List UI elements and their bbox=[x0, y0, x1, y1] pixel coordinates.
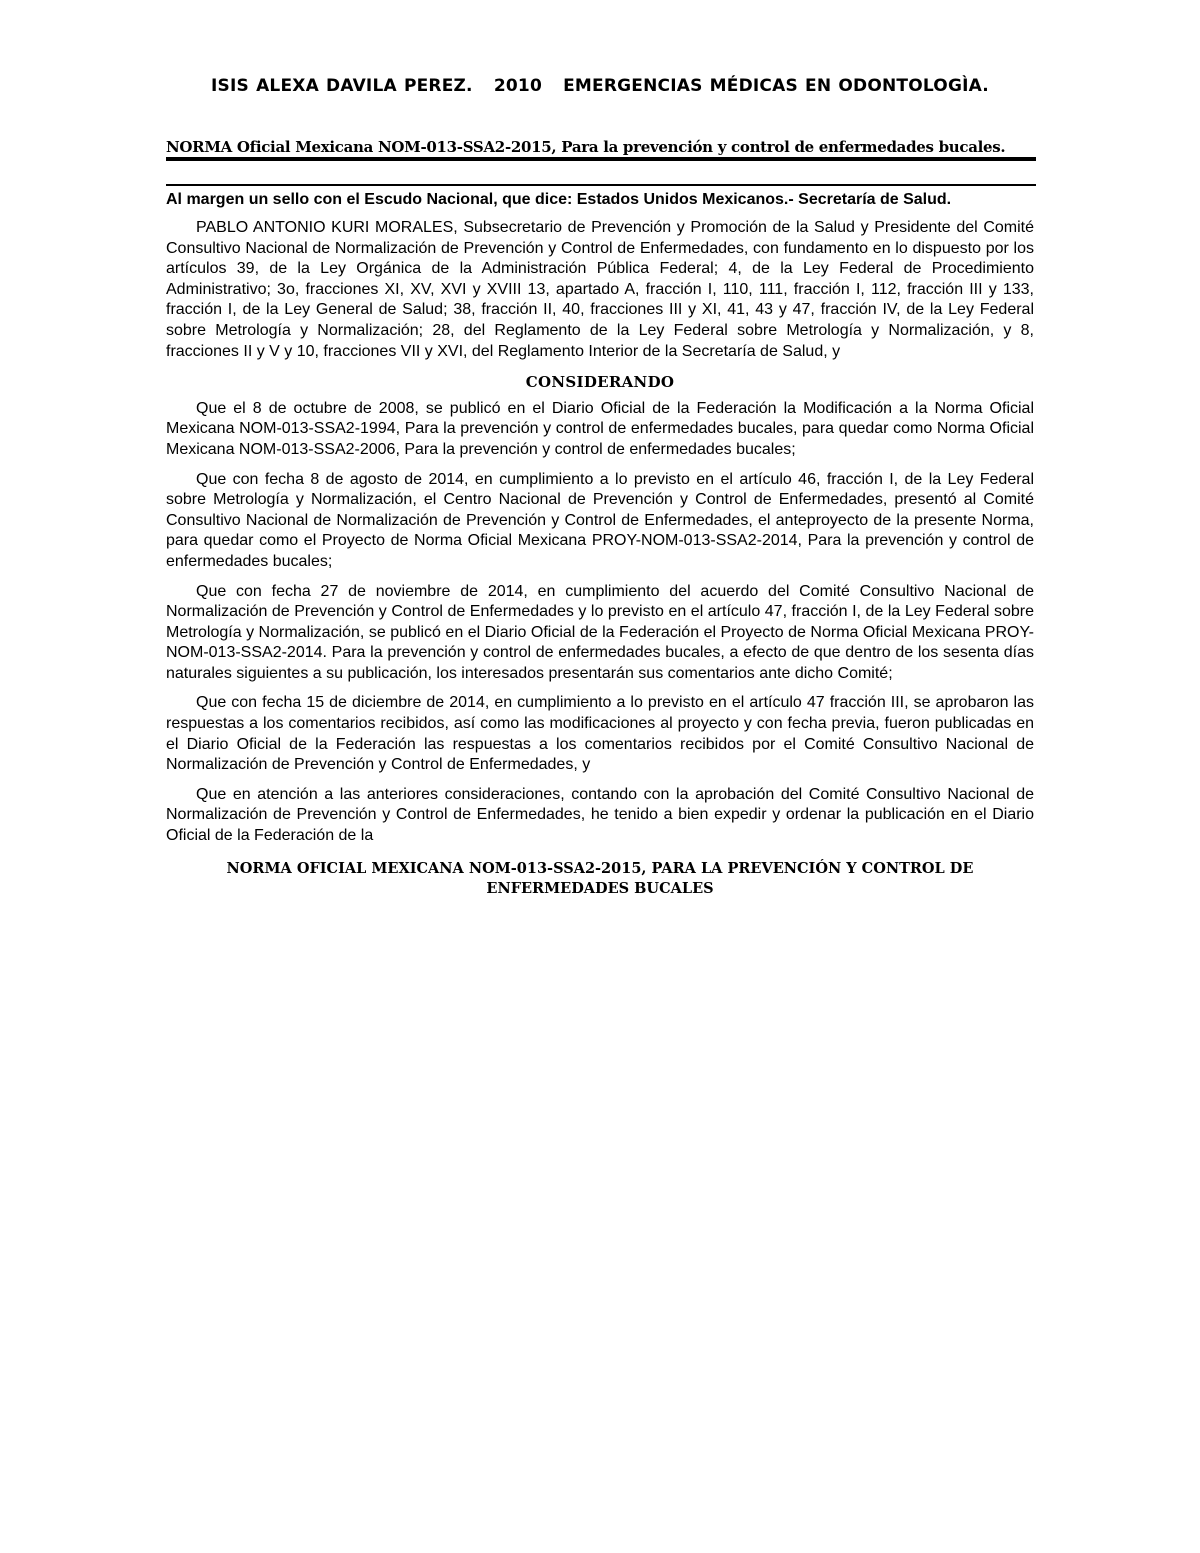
header-author: ISIS ALEXA DAVILA PEREZ. bbox=[211, 76, 473, 96]
considerando-paragraph: Que en atención a las anteriores consideraciones, contando con la aprobación del Comité Consultivo Nacional de Normalización de Prevención y Control de Enfermedades, he tenido a bien expedir y ordenar la publicación en el Diario Oficial de la Federación de la bbox=[166, 785, 1034, 845]
header-subject: EMERGENCIAS MÉDICAS EN ODONTOLOGÌA. bbox=[563, 76, 989, 96]
document-body bbox=[166, 218, 1034, 899]
title-divider bbox=[166, 157, 1036, 161]
final-norma-title: NORMA OFICIAL MEXICANA NOM-013-SSA2-2015, PARA LA PREVENCIÓN Y CONTROL DE ENFERMEDADES BUCALES bbox=[226, 859, 974, 897]
seal-statement: Al margen un sello con el Escudo Nacional, que dice: Estados Unidos Mexicanos.- Secretaría de Salud. bbox=[166, 191, 952, 208]
seal-divider bbox=[166, 184, 1036, 186]
considerando-paragraph: Que el 8 de octubre de 2008, se publicó en el Diario Oficial de la Federación la Modificación a la Norma Oficial Mexicana NOM-013-SSA2-1994, Para la prevención y control de enfermedades bucales, para quedar como Norma Oficial Mexicana NOM-013-SSA2-2006, Para la prevención y control de enfermedades bucales; bbox=[166, 399, 1034, 458]
considerando-paragraph: Que con fecha 27 de noviembre de 2014, en cumplimiento del acuerdo del Comité Consultivo Nacional de Normalización de Prevención y Control de Enfermedades y lo previsto en el artículo 47, fracción I, de la Ley Federal sobre Metrología y Normalización, se publicó en el Diario Oficial de la Federación el Proyecto de Norma Oficial Mexicana PROY-NOM-013-SSA2-2014. Para la prevención y control de enfermedades bucales, a efecto de que dentro de los sesenta días naturales siguientes a su publicación, los interesados presentarán sus comentarios ante dicho Comité; bbox=[166, 582, 1034, 682]
considerando-paragraph: Que con fecha 8 de agosto de 2014, en cumplimiento a lo previsto en el artículo 46, fracción I, de la Ley Federal sobre Metrología y Normalización, el Centro Nacional de Prevención y Control de Enfermedades, presentó al Comité Consultivo Nacional de Normalización de Prevención y Control de Enfermedades, el anteproyecto de la presente Norma, para quedar como el Proyecto de Norma Oficial Mexicana PROY-NOM-013-SSA2-2014, Para la prevención y control de enfermedades bucales; bbox=[166, 470, 1034, 570]
page-header bbox=[0, 76, 1200, 96]
header-year: 2010 bbox=[493, 76, 542, 96]
norma-title: NORMA Oficial Mexicana NOM-013-SSA2-2015, Para la prevención y control de enfermedades bucales. bbox=[166, 138, 1006, 156]
intro-paragraph: PABLO ANTONIO KURI MORALES, Subsecretario de Prevención y Promoción de la Salud y Presidente del Comité Consultivo Nacional de Normalización de Prevención y Control de Enfermedades, con fundamento en lo dispuesto por los artículos 39, de la Ley Orgánica de la Administración Pública Federal; 4, de la Ley Federal de Procedimiento Administrativo; 3o, fracciones XI, XV, XVI y XVIII 13, apartado A, fracción I, 110, 111, fracción I, 112, fracción III y 133, fracción I, de la Ley General de Salud; 38, fracción II, 40, fracciones III y XI, 41, 43 y 47, fracción IV, de la Ley Federal sobre Metrología y Normalización; 28, del Reglamento de la Ley Federal sobre Metrología y Normalización, y 8, fracciones II y V y 10, fracciones VII y XVI, del Reglamento Interior de la Secretaría de Salud, y bbox=[166, 219, 1034, 360]
considerando-paragraph: Que con fecha 15 de diciembre de 2014, en cumplimiento a lo previsto en el artículo 47 fracción III, se aprobaron las respuestas a los comentarios recibidos, así como las modificaciones al proyecto y con fecha previa, fueron publicadas en el Diario Oficial de la Federación las respuestas a los comentarios recibidos por el Comité Consultivo Nacional de Normalización de Prevención y Control de Enfermedades, y bbox=[166, 694, 1034, 774]
considerando-heading: CONSIDERANDO bbox=[525, 373, 675, 392]
